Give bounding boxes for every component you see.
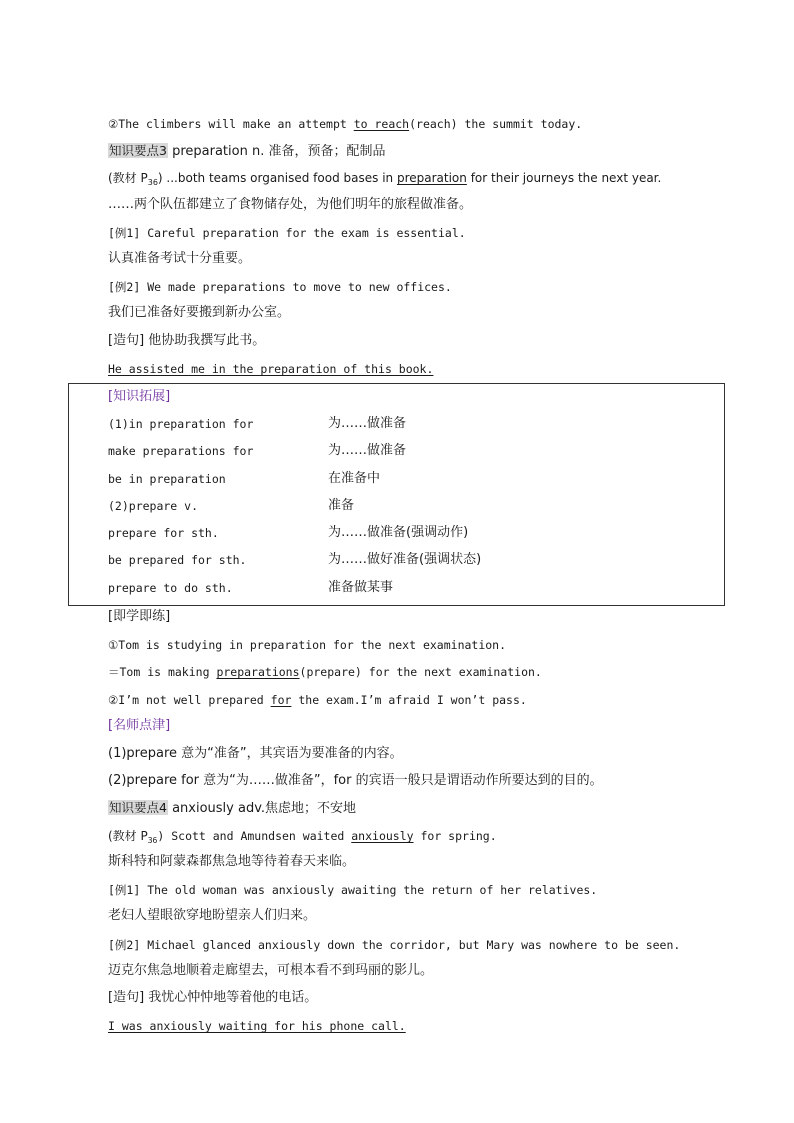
box-row-cn: 准备 <box>328 498 355 513</box>
example-1-en: [例1] Careful preparation for the exam is essential. <box>108 226 466 240</box>
practice-title: [即学即练] <box>108 609 171 624</box>
text: ) ...both teams organised food bases in <box>157 171 397 185</box>
box-row-en: (1)in preparation for <box>108 417 254 431</box>
knowledge-point-3 <box>108 142 385 161</box>
practice-2 <box>108 663 542 681</box>
example-1-en: [例1] The old woman was anxiously awaiting the return of her relatives. <box>108 883 598 897</box>
text: (教材 P <box>108 171 148 185</box>
sentence-making-answer: I was anxiously waiting for his phone call. <box>108 1019 406 1033</box>
answer-blank: for <box>270 693 292 707</box>
knowledge-point-title: anxiously adv.焦虑地；不安地 <box>167 801 357 816</box>
box-row-en: make preparations for <box>108 444 254 458</box>
box-row-cn: 为……做准备(强调动作) <box>328 525 469 540</box>
text: ＝Tom is making <box>108 665 217 679</box>
box-row-cn: 准备做某事 <box>328 580 394 595</box>
textbook-translation-3: ……两个队伍都建立了食物储存处，为他们明年的旅程做准备。 <box>108 197 473 212</box>
box-row-en: prepare to do sth. <box>108 581 233 595</box>
example-1-cn: 老妇人望眼欲穿地盼望亲人们归来。 <box>108 908 317 923</box>
text: the exam.I’m afraid I won’t pass. <box>291 693 527 707</box>
box-row-cn: 为……做好准备(强调状态) <box>328 552 482 567</box>
underlined-word: preparation <box>396 171 467 185</box>
teacher-tip-1: (1)prepare 意为“准备”，其宾语为要准备的内容。 <box>108 746 403 761</box>
example-2-en: [例2] Michael glanced anxiously down the corridor, but Mary was nowhere to be seen. <box>108 938 681 952</box>
box-row-cn: 为……做准备 <box>328 416 407 431</box>
text: ) Scott and Amundsen waited <box>157 829 352 843</box>
page-subscript: 36 <box>147 836 158 845</box>
box-row-en: prepare for sth. <box>108 526 219 540</box>
page-subscript: 36 <box>147 178 158 187</box>
text: for their journeys the next year. <box>466 171 662 185</box>
text: (reach) the summit today. <box>409 117 583 131</box>
sentence-making-cn: [造句] 我忧心忡忡地等着他的电话。 <box>108 990 318 1005</box>
textbook-source-4 <box>108 827 497 850</box>
knowledge-expansion-title: [知识拓展] <box>108 389 171 404</box>
teacher-tip-2: (2)prepare for 意为“为……做准备”，for 的宾语一般只是谓语动作所要达到的目的。 <box>108 773 603 788</box>
answer-blank: to reach <box>353 117 410 131</box>
text: ②I’m not well prepared <box>108 693 271 707</box>
knowledge-point-label: 知识要点3 <box>109 143 167 158</box>
text: for spring. <box>413 829 497 843</box>
knowledge-point-label: 知识要点4 <box>109 800 167 815</box>
example-2-cn: 迈克尔焦急地顺着走廊望去，可根本看不到玛丽的影儿。 <box>108 963 434 978</box>
practice-3 <box>108 691 527 709</box>
answer-blank: preparations <box>216 665 300 679</box>
text: (prepare) for the next examination. <box>299 665 542 679</box>
knowledge-point-4 <box>108 799 356 818</box>
practice-1: ①Tom is studying in preparation for the next examination. <box>108 638 507 652</box>
underlined-word: anxiously <box>351 829 414 843</box>
example-2-cn: 我们已准备好要搬到新办公室。 <box>108 305 291 320</box>
textbook-translation-4: 斯科特和阿蒙森都焦急地等待着春天来临。 <box>108 854 356 869</box>
sentence-making-cn: [造句] 他协助我撰写此书。 <box>108 333 266 348</box>
text: (教材 P <box>108 829 148 843</box>
teacher-tips-title: [名师点津] <box>108 718 171 733</box>
answer-line-2 <box>108 115 582 133</box>
textbook-source-3 <box>108 169 661 192</box>
sentence-making-answer: He assisted me in the preparation of this book. <box>108 362 434 376</box>
box-row-en: be prepared for sth. <box>108 553 247 567</box>
box-row-en: be in preparation <box>108 472 226 486</box>
example-1-cn: 认真准备考试十分重要。 <box>108 251 252 266</box>
knowledge-point-title: preparation n. 准备，预备；配制品 <box>167 144 386 159</box>
text: ②The climbers will make an attempt <box>108 117 354 131</box>
box-row-cn: 为……做准备 <box>328 443 407 458</box>
box-row-cn: 在准备中 <box>328 471 381 486</box>
example-2-en: [例2] We made preparations to move to new offices. <box>108 280 452 294</box>
box-row-en: (2)prepare v. <box>108 499 199 513</box>
